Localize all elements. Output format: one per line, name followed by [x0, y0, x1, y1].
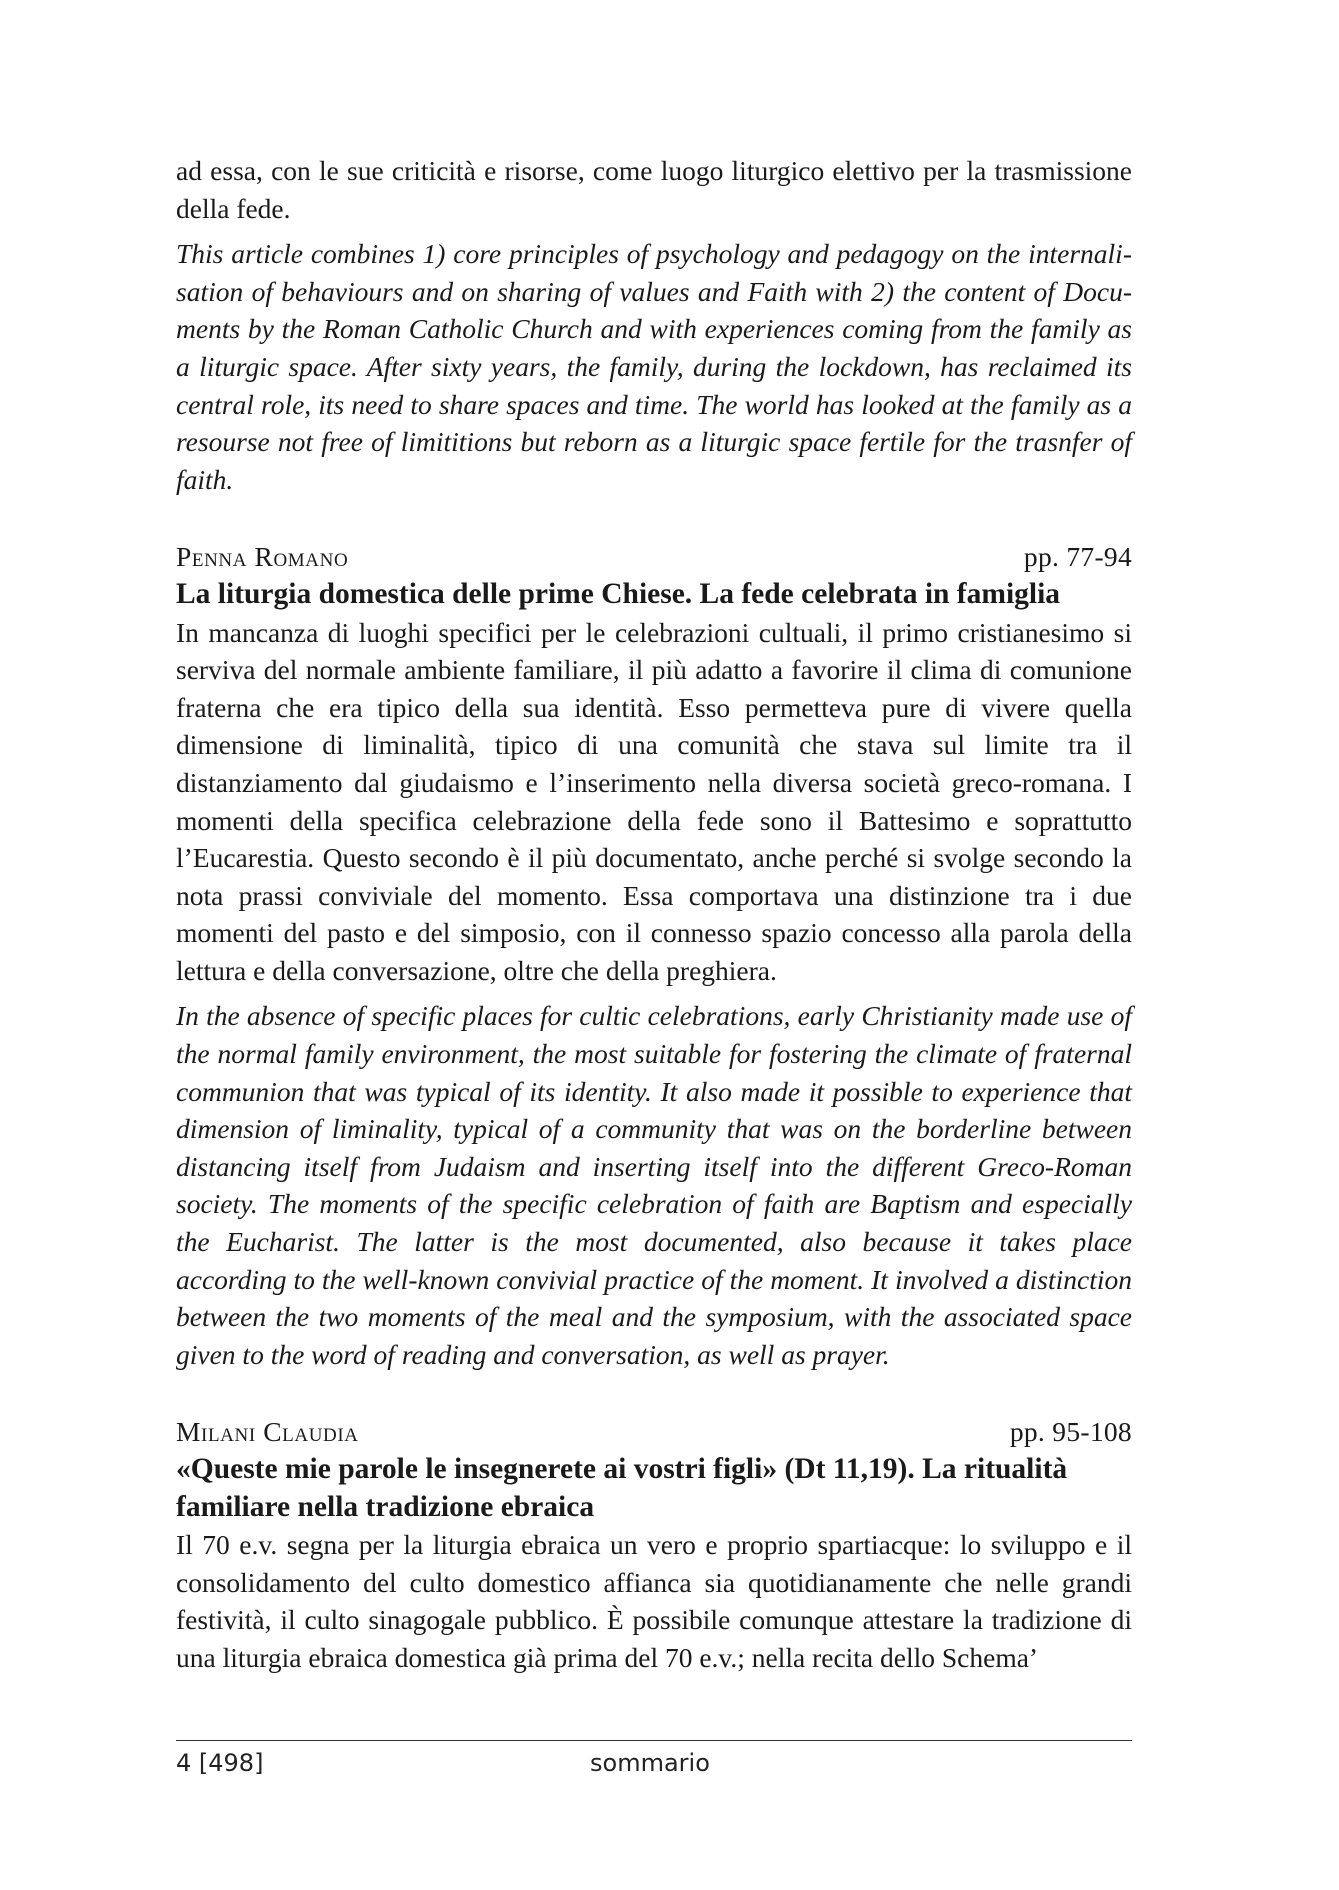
- entry-abstract-italian: In mancanza di luoghi specifici per le celebrazioni cultuali, il primo cristianesimo si serviva del normale ambiente familiare, il più adatto a favorire il clima di comunione fraterna che era tipico della sua identità. Esso permetteva pure di vivere quella dimensione di liminalità, tipico di una comunità che stava sul limite tra il distanziamento dal giudaismo e l’inserimento nella diversa società greco-romana. I momenti della specifica celebrazione della fede sono il Battesimo e soprattutto l’Eucarestia. Questo secondo è il più documentato, anche perché si svolge secondo la nota prassi conviviale del momento. Essa comportava una distinzione tra i due momenti del pasto e del simposio, con il connesso spazio concesso alla parola della lettura e della conversazione, oltre che della preghiera.: [176, 616, 1132, 986]
- page-content: [176, 152, 1132, 1677]
- running-section-title: sommario: [590, 1749, 710, 1777]
- page-number: 4 [498]: [176, 1749, 264, 1777]
- entry-title: «Queste mie parole le insegnerete ai vostri figli» (Dt 11,19). La ritualità familiare nella tradizione ebraica: [176, 1453, 1068, 1523]
- toc-entry: [176, 538, 1132, 1373]
- section-spacer: [176, 1373, 1132, 1413]
- entry-author: Penna Romano: [176, 541, 349, 573]
- entry-pages: pp. 95-108: [1009, 1416, 1132, 1448]
- intro-english-abstract: This article combines 1) core principles of psychology and pedagogy on the internalisation of behaviours and on sharing of values and Faith with 2) the content of Documents by the Roman Catholic Church and with experiences coming from the family as a liturgic space. After sixty years, the family, during the lockdown, has reclaimed its central role, its need to share spaces and time. The world has looked at the family as a resourse not free of limititions but reborn as a liturgic space fertile for the trasnfer of faith.: [176, 238, 1132, 495]
- entry-pages: pp. 77-94: [1023, 541, 1132, 573]
- spacer: [176, 989, 1132, 997]
- page-footer: [176, 1740, 1132, 1791]
- toc-entry: [176, 1413, 1132, 1676]
- section-spacer: [176, 498, 1132, 538]
- entry-header: [176, 538, 1132, 576]
- spacer: [176, 227, 1132, 235]
- intro-italian-tail: ad essa, con le sue criticità e risorse, come luogo liturgico elettivo per la trasmissione della fede.: [176, 155, 1132, 224]
- entry-author: Milani Claudia: [176, 1416, 359, 1448]
- entry-header: [176, 1413, 1132, 1451]
- entry-abstract-english: In the absence of specific places for cultic celebrations, early Christianity made use of the normal family environment, the most suitable for fostering the climate of fraternal communion that was typical of its identity. It also made it possible to experience that dimension of liminality, typical of a community that was on the borderline between distancing itself from Judaism and inserting itself into the different Greco-Roman society. The moments of the specific celebration of faith are Baptism and especially the Eucharist. The latter is the most documented, also because it takes place according to the well-known convivial practice of the moment. It involved a distinction between the two moments of the meal and the symposium, with the associated space given to the word of reading and conversation, as well as prayer.: [176, 1000, 1132, 1370]
- entry-abstract-italian: Il 70 e.v. segna per la liturgia ebraica un vero e proprio spartiacque: lo sviluppo e il consolidamento del culto domestico affianca sia quotidianamente che nelle grandi festività, il culto sinagogale pubblico. È possibile comunque attestare la tradizione di una liturgia ebraica domestica già prima del 70 e.v.; nella recita dello Schema’: [176, 1529, 1132, 1673]
- entry-title: La liturgia domestica delle prime Chiese. La fede celebrata in famiglia: [176, 577, 1061, 610]
